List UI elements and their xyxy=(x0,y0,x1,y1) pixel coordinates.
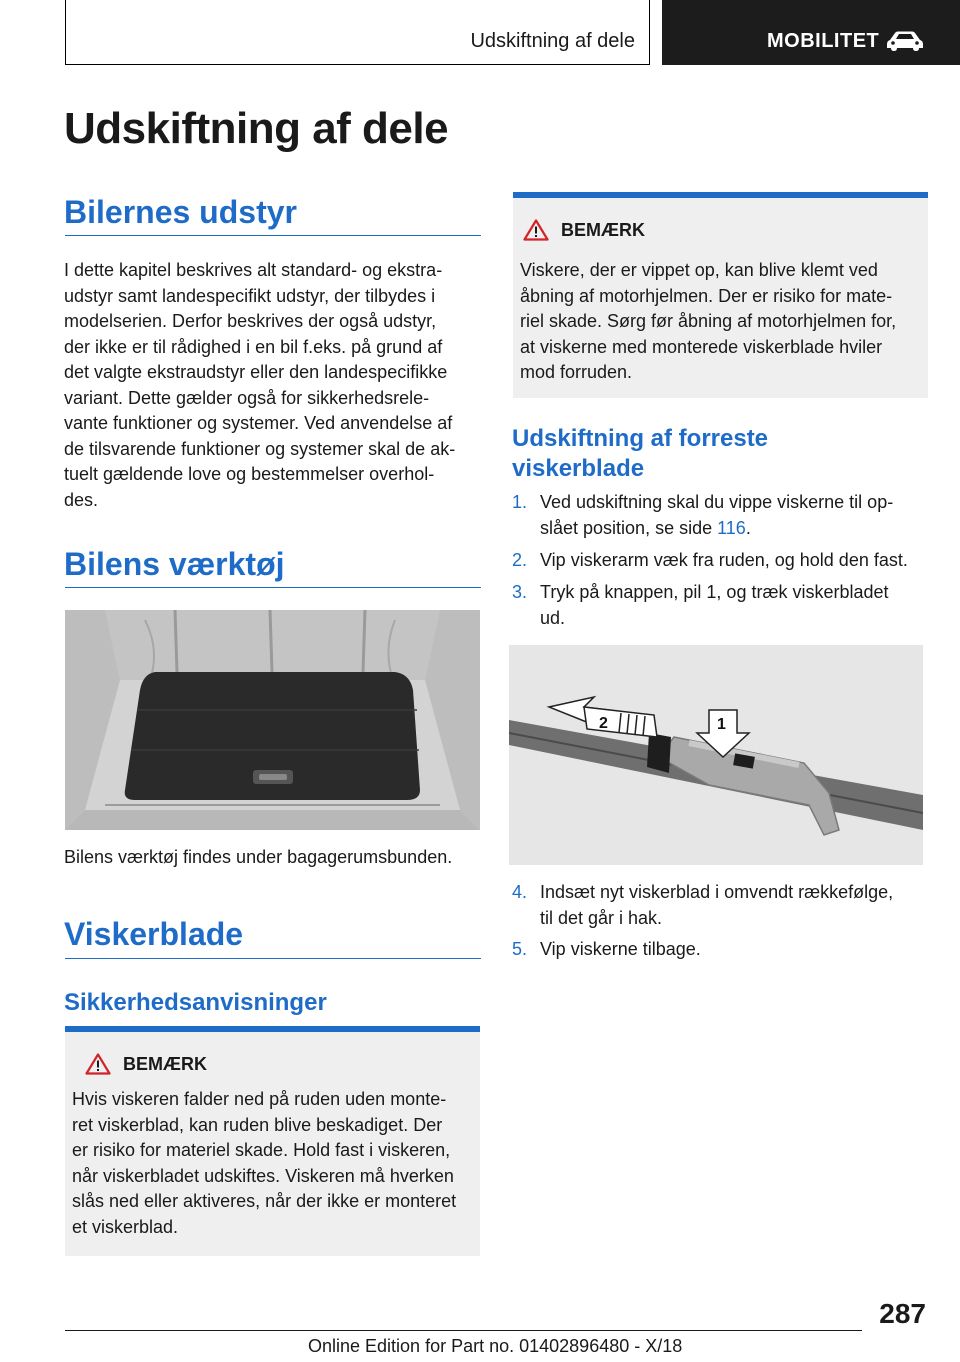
figure-label-1: 1 xyxy=(717,716,726,733)
warning-icon xyxy=(523,219,549,241)
heading-line: Udskiftning af forreste xyxy=(512,425,769,452)
text-line: Vip viskerne tilbage. xyxy=(540,939,701,959)
note-text xyxy=(520,258,896,386)
text-line: modelserien. Derfor beskrives der også udstyr, xyxy=(64,311,437,331)
image-caption: Bilens værktøj findes under bagagerumsbunden. xyxy=(64,847,453,867)
note-label: BEMÆRK xyxy=(123,1053,207,1074)
step-number: 2. xyxy=(512,550,528,570)
text-line: slås ned eller aktiveres, når der ikke er monteret xyxy=(72,1191,457,1211)
list-item xyxy=(512,937,932,963)
text-line: når viskerbladet udskiftes. Viskeren må hverken xyxy=(72,1165,454,1186)
text-line: et viskerblad. xyxy=(72,1216,179,1237)
text-line: vante funktioner og systemer. Ved anvendelse af xyxy=(64,413,453,433)
text-line: Hvis viskeren falder ned på ruden uden monte- xyxy=(72,1089,447,1109)
text-line: åbning af motorhjelmen. Der er risiko for mate- xyxy=(520,285,893,306)
car-icon xyxy=(886,30,924,52)
text-line: riel skade. Sørg før åbning af motorhjelmen for, xyxy=(520,311,897,331)
text-line: udstyr samt landespecifikt udstyr, der tilbydes i xyxy=(64,285,436,306)
wiper-illustration xyxy=(509,645,923,865)
text-line: det valgte ekstraudstyr eller den landespecifikke xyxy=(64,362,448,382)
text-segment: slået position, se side xyxy=(540,517,718,538)
text-line: til det går i hak. xyxy=(540,907,663,928)
list-item xyxy=(512,880,932,932)
heading-bilernes-udstyr: Bilernes udstyr xyxy=(64,194,297,230)
text-line: ud. xyxy=(540,607,566,628)
step-text xyxy=(540,937,701,963)
note-header xyxy=(85,1052,207,1076)
footer-edition: Online Edition for Part no. 01402896480 - X/18 xyxy=(308,1336,683,1356)
text-line: Ved udskiftning skal du vippe viskerne til op- xyxy=(540,492,894,512)
header-section-title: Udskiftning af dele xyxy=(470,30,635,52)
step-text xyxy=(540,580,889,631)
text-line: Viskere, der er vippet op, kan blive klemt ved xyxy=(520,260,878,280)
heading-line: viskerblade xyxy=(512,455,645,482)
text-line: der ikke er til rådighed i en bil f.eks. på grund af xyxy=(64,336,443,357)
text-segment: . xyxy=(745,517,751,538)
text-line: de tilsvarende funktioner og systemer skal de ak- xyxy=(64,438,456,459)
text-line: Indsæt nyt viskerblad i omvendt rækkefølge, xyxy=(540,882,894,902)
text-line: Tryk på knappen, pil 1, og træk viskerbladet xyxy=(540,582,889,602)
paragraph-bilernes-udstyr xyxy=(64,258,455,513)
wiper-blade-figure xyxy=(509,645,923,865)
heading-rule xyxy=(65,235,481,236)
subheading-sikkerhedsanvisninger: Sikkerhedsanvisninger xyxy=(64,989,327,1016)
page-title: Udskiftning af dele xyxy=(64,104,449,153)
step-text xyxy=(540,880,893,931)
footer-rule xyxy=(65,1330,862,1331)
text-line: I dette kapitel beskrives alt standard- og ekstra- xyxy=(64,260,443,280)
header-chapter-box xyxy=(662,0,960,65)
heading-udskiftning-forreste xyxy=(512,424,768,484)
list-item xyxy=(512,490,932,542)
note-text xyxy=(72,1087,456,1240)
warning-icon xyxy=(85,1053,111,1075)
text-line: mod forruden. xyxy=(520,362,633,382)
text-line: Vip viskerarm væk fra ruden, og hold den fast. xyxy=(540,550,908,570)
text-line: er risiko for materiel skade. Hold fast i viskeren, xyxy=(72,1140,451,1160)
step-number: 5. xyxy=(512,939,528,959)
step-text xyxy=(540,490,893,541)
heading-viskerblade: Viskerblade xyxy=(64,916,244,952)
figure-label-2: 2 xyxy=(599,715,608,732)
page-link[interactable]: 116 xyxy=(717,517,746,538)
text-line xyxy=(540,516,893,542)
heading-rule xyxy=(65,587,481,588)
note-box-motorhjelm xyxy=(513,192,928,398)
text-line: variant. Dette gælder også for sikkerhedsrele- xyxy=(64,387,430,408)
text-line: ret viskerblad, kan ruden blive beskadiget. Der xyxy=(72,1114,443,1135)
note-label: BEMÆRK xyxy=(561,219,645,240)
text-line: at viskerne med monterede viskerblade hviler xyxy=(520,336,883,357)
step-number: 3. xyxy=(512,582,528,602)
note-header xyxy=(523,218,645,242)
list-item xyxy=(512,580,932,632)
page-number: 287 xyxy=(879,1298,926,1329)
heading-rule xyxy=(65,958,481,959)
note-box-viskerblade xyxy=(65,1026,480,1256)
list-item xyxy=(512,548,932,574)
trunk-illustration xyxy=(65,610,480,830)
trunk-floor-image xyxy=(65,610,480,830)
step-text xyxy=(540,548,908,574)
step-number: 1. xyxy=(512,492,528,512)
heading-bilens-vaerktoej: Bilens værktøj xyxy=(64,546,285,582)
header-chapter-title: MOBILITET xyxy=(767,30,880,52)
text-line: tuelt gældende love og bestemmelser overhol- xyxy=(64,464,435,484)
step-number: 4. xyxy=(512,882,528,902)
text-line: des. xyxy=(64,489,99,510)
header-section-box xyxy=(65,0,650,65)
